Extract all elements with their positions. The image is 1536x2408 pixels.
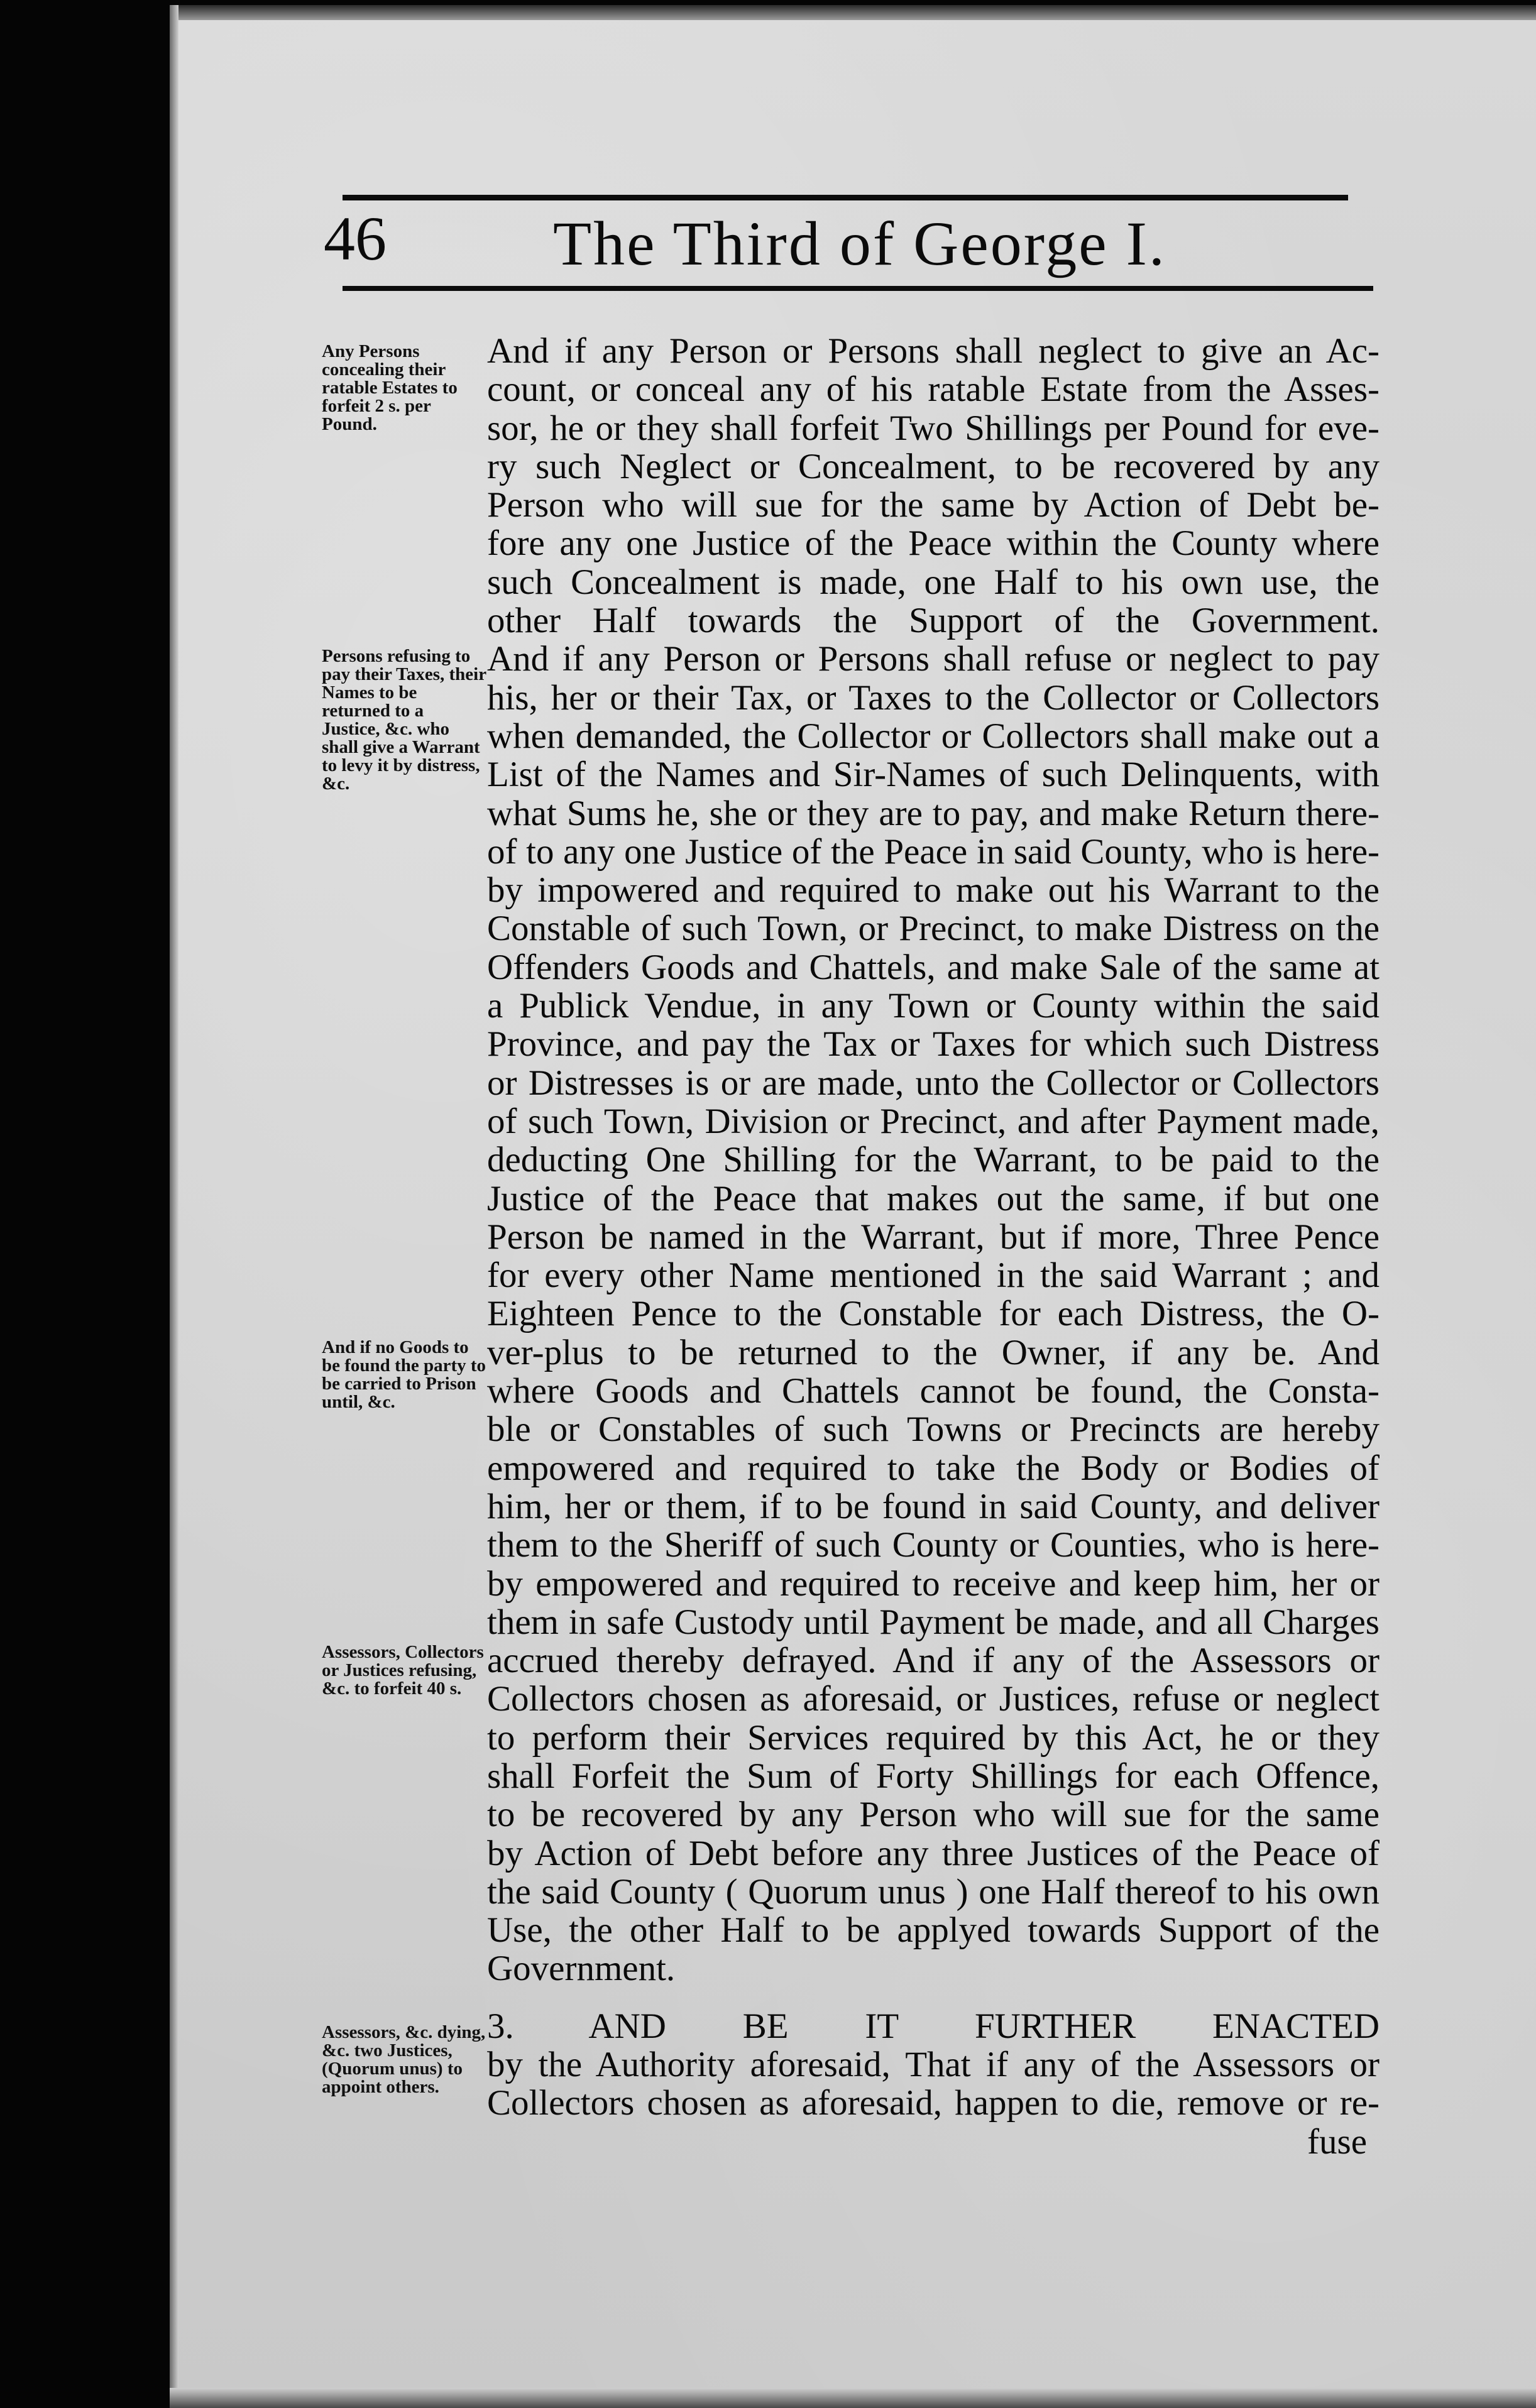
- body-line: of to any one Justice of the Peace in said County, who is here-: [487, 831, 1380, 872]
- section-heading-line: 3. AND BE IT FURTHER ENACTED: [487, 2006, 1380, 2046]
- margin-note-assessors-dying: Assessors, &c. dying, &c. two Justices, (Quorum unus) to appoint others.: [322, 2022, 486, 2097]
- body-line: or Distresses is or are made, unto the Collector or Collectors: [487, 1063, 1380, 1103]
- body-line: to perform their Services required by this Act, he or they: [487, 1717, 1380, 1758]
- margin-note-refusing-taxes: Persons refusing to pay their Taxes, their Names to be returned to a Justice, &c. who shall give a Warrant to levy it by distress, &c.: [322, 646, 486, 794]
- body-line: where Goods and Chattels cannot be found, the Consta-: [487, 1371, 1380, 1411]
- body-line: them in safe Custody until Payment be made, and all Charges: [487, 1602, 1380, 1642]
- body-line: by Action of Debt before any three Justices of the Peace of: [487, 1833, 1380, 1873]
- body-line: his, her or their Tax, or Taxes to the Collector or Collectors: [487, 677, 1380, 718]
- section-line: Collectors chosen as aforesaid, happen to die, remove or re-: [487, 2083, 1380, 2123]
- page-bottom-edge: [170, 2388, 1536, 2408]
- body-line: for every other Name mentioned in the said Warrant ; and: [487, 1256, 1380, 1296]
- body-line: Collectors chosen as aforesaid, or Justices, refuse or neglect: [487, 1679, 1380, 1719]
- body-line: accrued thereby defrayed. And if any of the Assessors or: [487, 1641, 1380, 1681]
- body-line: Justice of the Peace that makes out the same, if but one: [487, 1178, 1380, 1218]
- section-gap: [487, 1988, 1380, 2007]
- body-line: Eighteen Pence to the Constable for each Distress, the O-: [487, 1294, 1380, 1334]
- body-line: Government.: [487, 1949, 676, 1989]
- margin-note-assessors-refusing: Assessors, Collectors or Justices refusing, &c. to forfeit 40 s.: [322, 1642, 484, 1699]
- body-line: shall Forfeit the Sum of Forty Shillings for each Offence,: [487, 1756, 1380, 1796]
- running-title: The Third of George I.: [553, 209, 1166, 278]
- body-line: Person who will sue for the same by Action of Debt be-: [487, 485, 1380, 525]
- catchword: fuse: [1307, 2121, 1367, 2162]
- body-line: fore any one Justice of the Peace within the County where: [487, 523, 1380, 564]
- body-line: such Concealment is made, one Half to his own use, the: [487, 562, 1380, 602]
- body-line: a Publick Vendue, in any Town or County within the said: [487, 986, 1380, 1026]
- body-line: ver-plus to be returned to the Owner, if any be. And: [487, 1332, 1380, 1372]
- page-number: 46: [324, 204, 387, 273]
- body-line: what Sums he, she or they are to pay, and make Return there-: [487, 793, 1380, 833]
- body-line: deducting One Shilling for the Warrant, to be paid to the: [487, 1140, 1380, 1180]
- body-line: count, or conceal any of his ratable Estate from the Asses-: [487, 369, 1380, 410]
- body-line: Constable of such Town, or Precinct, to make Distress on the: [487, 909, 1380, 949]
- body-line: And if any Person or Persons shall refuse or neglect to pay: [487, 639, 1380, 679]
- body-line: when demanded, the Collector or Collectors shall make out a: [487, 716, 1380, 756]
- body-line: ble or Constables of such Towns or Precincts are hereby: [487, 1409, 1380, 1450]
- body-line: empowered and required to take the Body or Bodies of: [487, 1448, 1380, 1488]
- body-line: by empowered and required to receive and keep him, her or: [487, 1563, 1380, 1604]
- header-rule-top: [343, 195, 1348, 200]
- body-line: of such Town, Division or Precinct, and after Payment made,: [487, 1101, 1380, 1141]
- body-line: ry such Neglect or Concealment, to be recovered by any: [487, 446, 1380, 486]
- body-line: by impowered and required to make out his Warrant to the: [487, 870, 1380, 911]
- body-line: him, her or them, if to be found in said County, and deliver: [487, 1486, 1380, 1526]
- body-line: Person be named in the Warrant, but if more, Three Pence: [487, 1217, 1380, 1257]
- body-line: List of the Names and Sir-Names of such Delinquents, with: [487, 755, 1380, 795]
- body-line: Offenders Goods and Chattels, and make Sale of the same at: [487, 947, 1380, 987]
- body-line: And if any Person or Persons shall neglect to give an Ac-: [487, 331, 1380, 371]
- margin-note-no-goods-prison: And if no Goods to be found the party to be carried to Prison until, &c.: [322, 1337, 486, 1412]
- body-line: the said County ( Quorum unus ) one Half thereof to his own: [487, 1871, 1380, 1912]
- header-rule-bottom: [343, 286, 1373, 291]
- page-top-edge: [170, 5, 1536, 20]
- page-left-edge: [170, 5, 178, 2408]
- body-line: Province, and pay the Tax or Taxes for which such Distress: [487, 1024, 1380, 1064]
- body-line: sor, he or they shall forfeit Two Shillings per Pound for eve-: [487, 408, 1380, 448]
- main-text-column: [487, 332, 1380, 2161]
- body-line: Use, the other Half to be applyed towards Support of the: [487, 1910, 1380, 1951]
- margin-note-concealing-estates: Any Persons concealing their ratable Estates to forfeit 2 s. per Pound.: [322, 341, 458, 434]
- section-line: by the Authority aforesaid, That if any of the Assessors or: [487, 2045, 1380, 2085]
- body-line: other Half towards the Support of the Government.: [487, 601, 1380, 641]
- body-line: them to the Sheriff of such County or Counties, who is here-: [487, 1525, 1380, 1565]
- body-line: to be recovered by any Person who will sue for the same: [487, 1795, 1380, 1835]
